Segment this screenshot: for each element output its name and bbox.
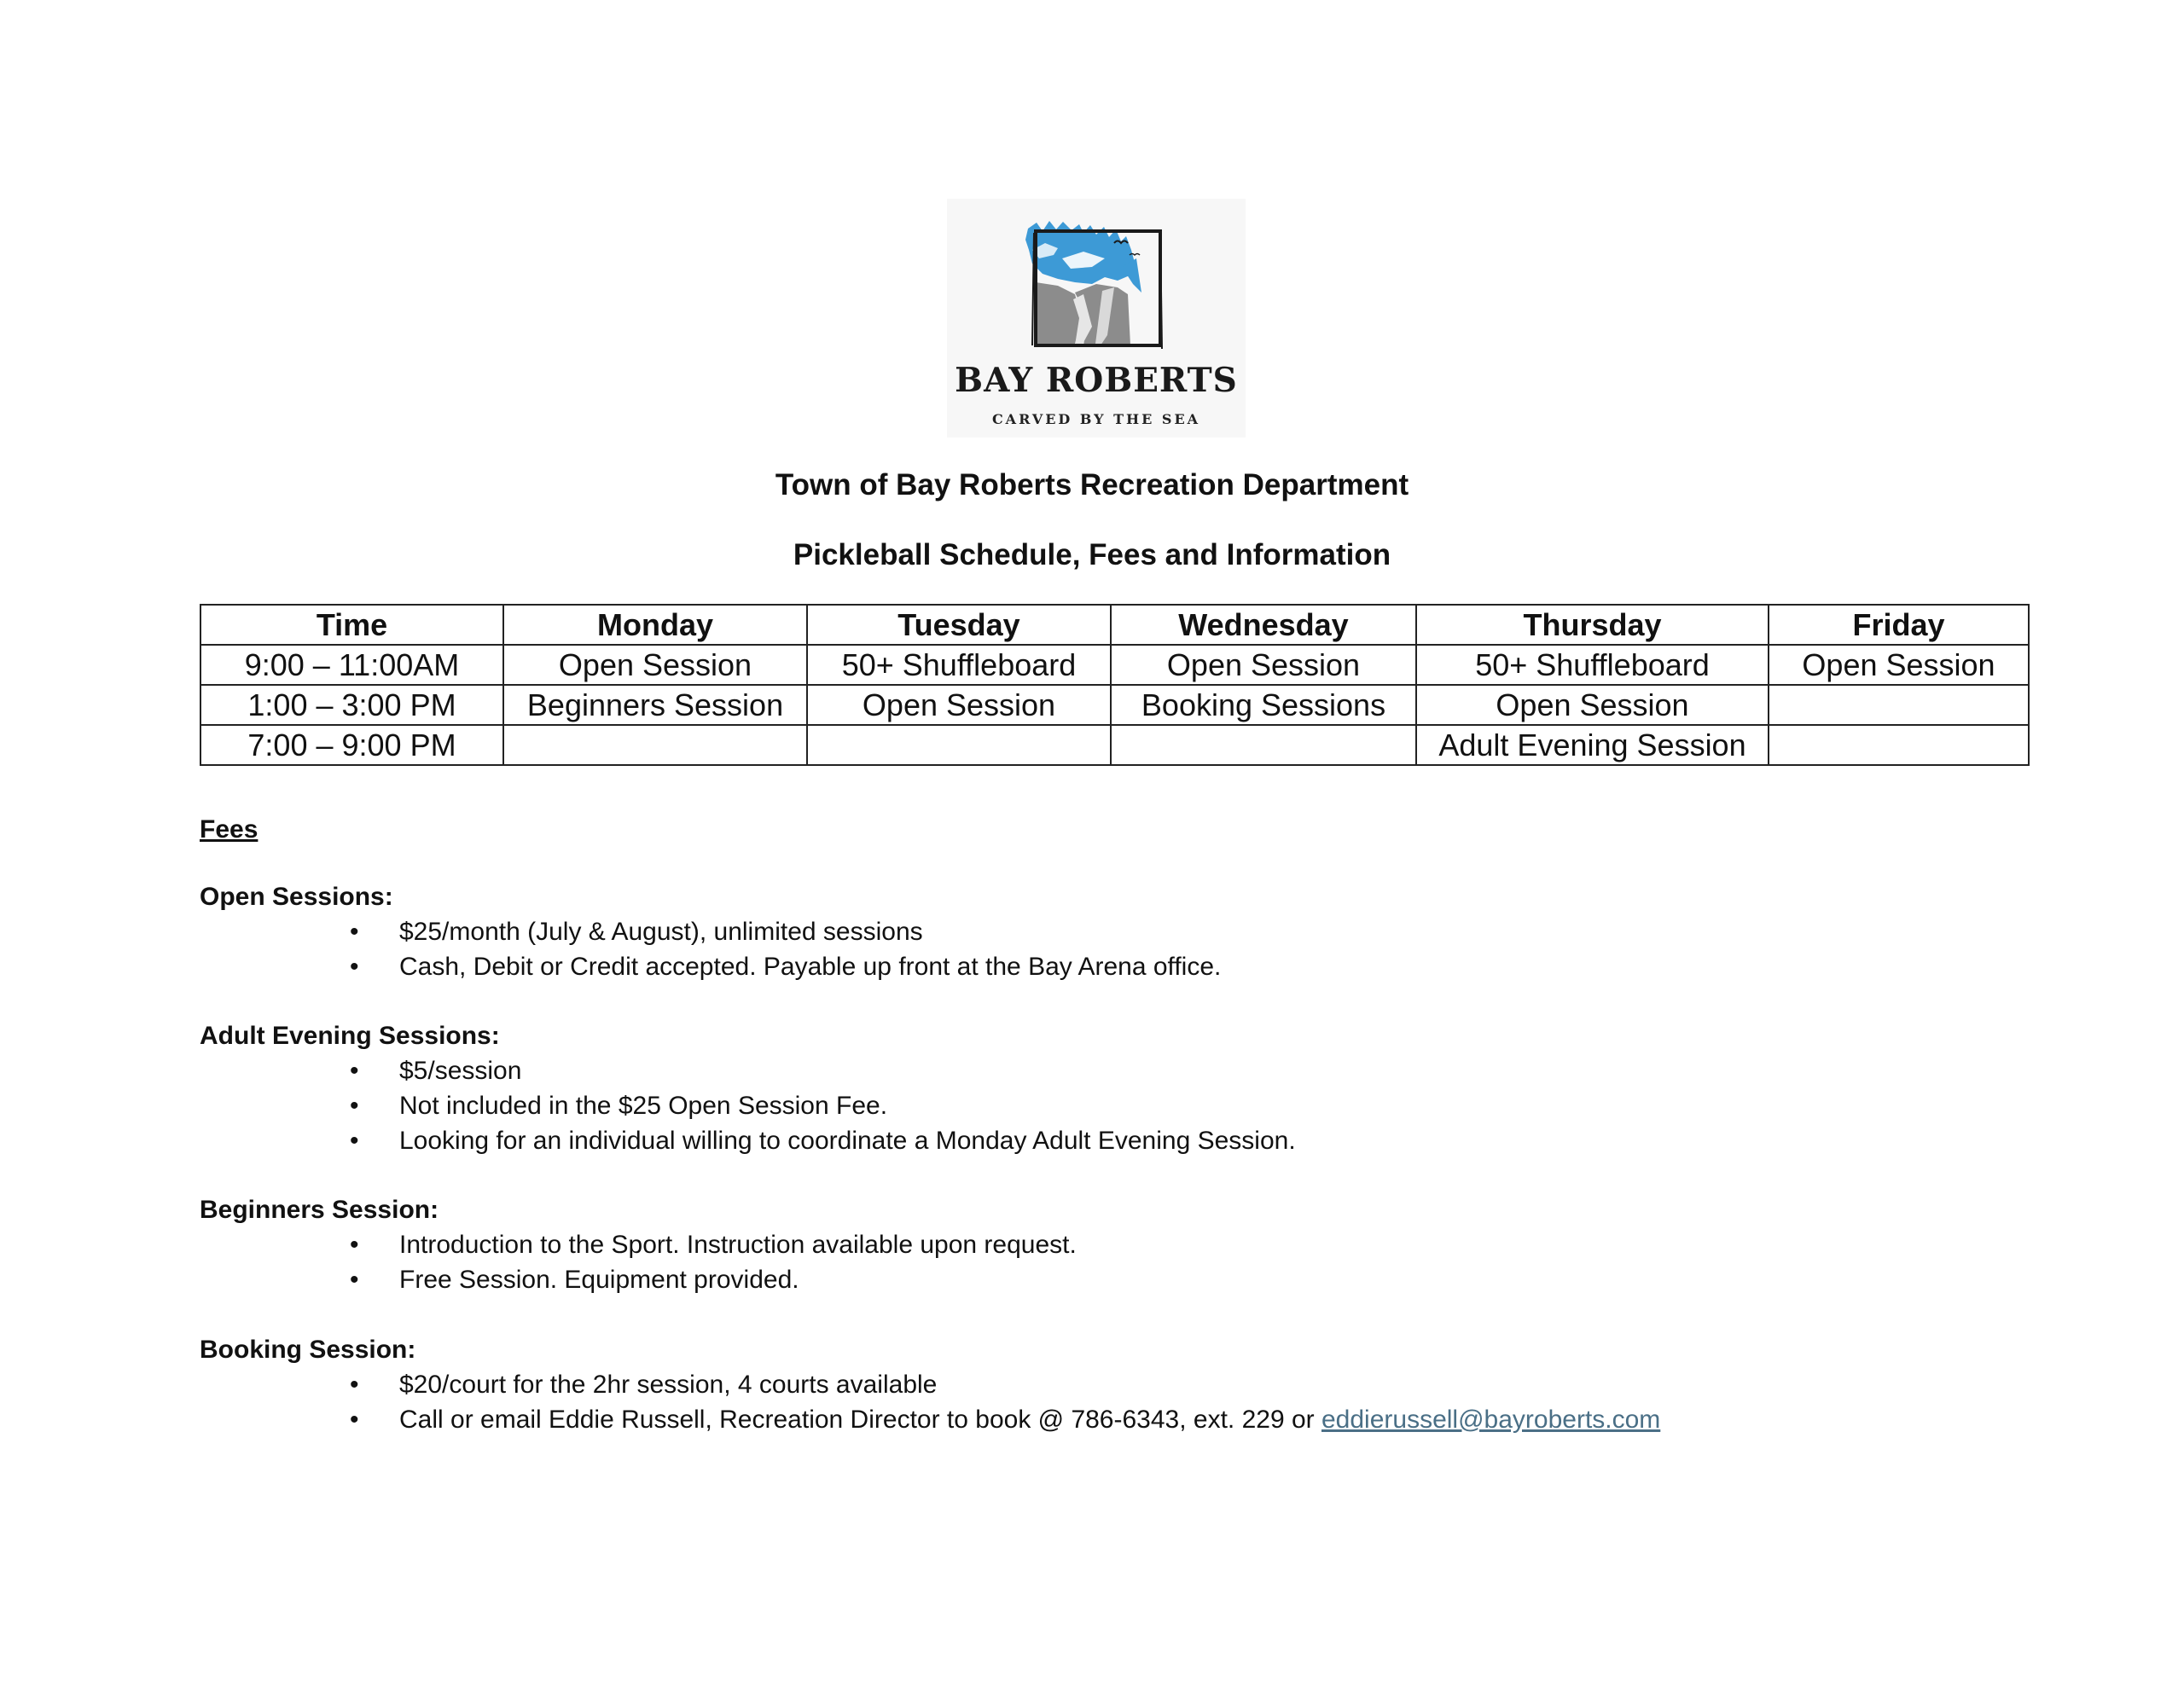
- table-row: [200, 725, 2029, 765]
- table-cell: [1769, 685, 2029, 725]
- column-header-wednesday: Wednesday: [1111, 605, 1416, 645]
- bullet-list: [200, 1227, 1991, 1297]
- column-header-monday: Monday: [503, 605, 807, 645]
- list-item: [200, 1227, 1991, 1262]
- schedule-table: [200, 604, 2030, 766]
- table-row: [200, 685, 2029, 725]
- list-item: [200, 914, 1991, 949]
- section-title: Beginners Session:: [200, 1196, 439, 1224]
- table-row: [200, 645, 2029, 685]
- list-item: [200, 1123, 1991, 1158]
- table-cell: 50+ Shuffleboard: [807, 645, 1111, 685]
- bullet-icon: •: [350, 1057, 359, 1085]
- logo-name: BAY ROBERTS: [955, 361, 1238, 400]
- column-header-time: Time: [200, 605, 503, 645]
- column-header-friday: Friday: [1769, 605, 2029, 645]
- list-item-text: $20/court for the 2hr session, 4 courts available: [399, 1371, 938, 1399]
- list-item: [200, 1402, 1991, 1437]
- booking-session-section: [200, 1333, 1991, 1437]
- bullet-icon: •: [350, 1231, 359, 1259]
- list-item-text: $5/session: [399, 1057, 522, 1085]
- schedule-title: Pickleball Schedule, Fees and Information: [793, 538, 1391, 571]
- beginners-session-section: [200, 1193, 1991, 1297]
- list-item: [200, 949, 1991, 984]
- logo-tagline: CARVED BY THE SEA: [991, 411, 1201, 427]
- table-cell: Open Session: [1111, 645, 1416, 685]
- table-cell: 9:00 – 11:00AM: [200, 645, 503, 685]
- open-sessions-section: [200, 880, 1991, 984]
- bullet-icon: •: [350, 1092, 359, 1120]
- table-header-row: [200, 605, 2029, 645]
- bullet-list: [200, 1367, 1991, 1437]
- email-link[interactable]: eddierussell@bayroberts.com: [1321, 1406, 1661, 1434]
- list-item: [200, 1053, 1991, 1088]
- list-item-text: Not included in the $25 Open Session Fee.: [399, 1092, 888, 1120]
- bullet-icon: •: [350, 1266, 359, 1294]
- table-cell: [1111, 725, 1416, 765]
- bullet-icon: •: [350, 918, 359, 946]
- table-cell: Open Session: [807, 685, 1111, 725]
- table-cell: [503, 725, 807, 765]
- list-item-text: Introduction to the Sport. Instruction available upon request.: [399, 1231, 1077, 1259]
- table-cell: [1769, 725, 2029, 765]
- table-cell: 50+ Shuffleboard: [1416, 645, 1769, 685]
- table-cell: Open Session: [1416, 685, 1769, 725]
- bullet-icon: •: [350, 1371, 359, 1399]
- table-cell: [807, 725, 1111, 765]
- list-item-text: Cash, Debit or Credit accepted. Payable up front at the Bay Arena office.: [399, 953, 1222, 981]
- logo-graphic-icon: [947, 199, 1246, 369]
- bullet-icon: •: [350, 953, 359, 981]
- bullet-icon: •: [350, 1406, 359, 1434]
- table-cell: 1:00 – 3:00 PM: [200, 685, 503, 725]
- table-cell: 7:00 – 9:00 PM: [200, 725, 503, 765]
- bullet-list: [200, 1053, 1991, 1158]
- table-cell: Open Session: [503, 645, 807, 685]
- list-item-text: $25/month (July & August), unlimited sessions: [399, 918, 923, 946]
- table-cell: Adult Evening Session: [1416, 725, 1769, 765]
- department-title: Town of Bay Roberts Recreation Department: [775, 468, 1409, 501]
- list-item-text: Looking for an individual willing to coordinate a Monday Adult Evening Session.: [399, 1127, 1296, 1155]
- list-item-text: Call or email Eddie Russell, Recreation Director to book @ 786-6343, ext. 229 or: [399, 1406, 1315, 1434]
- section-title: Booking Session:: [200, 1336, 416, 1364]
- column-header-thursday: Thursday: [1416, 605, 1769, 645]
- column-header-tuesday: Tuesday: [807, 605, 1111, 645]
- adult-evening-sessions-section: [200, 1019, 1991, 1158]
- section-title: Open Sessions:: [200, 883, 393, 911]
- section-title: Adult Evening Sessions:: [200, 1022, 500, 1050]
- table-cell: Booking Sessions: [1111, 685, 1416, 725]
- bullet-list: [200, 914, 1991, 984]
- list-item: [200, 1262, 1991, 1297]
- list-item: [200, 1367, 1991, 1402]
- table-cell: Beginners Session: [503, 685, 807, 725]
- fees-heading: Fees: [200, 815, 258, 844]
- list-item-text: Free Session. Equipment provided.: [399, 1266, 799, 1294]
- list-item: [200, 1088, 1991, 1123]
- bullet-icon: •: [350, 1127, 359, 1155]
- table-cell: Open Session: [1769, 645, 2029, 685]
- bay-roberts-logo: [947, 199, 1246, 438]
